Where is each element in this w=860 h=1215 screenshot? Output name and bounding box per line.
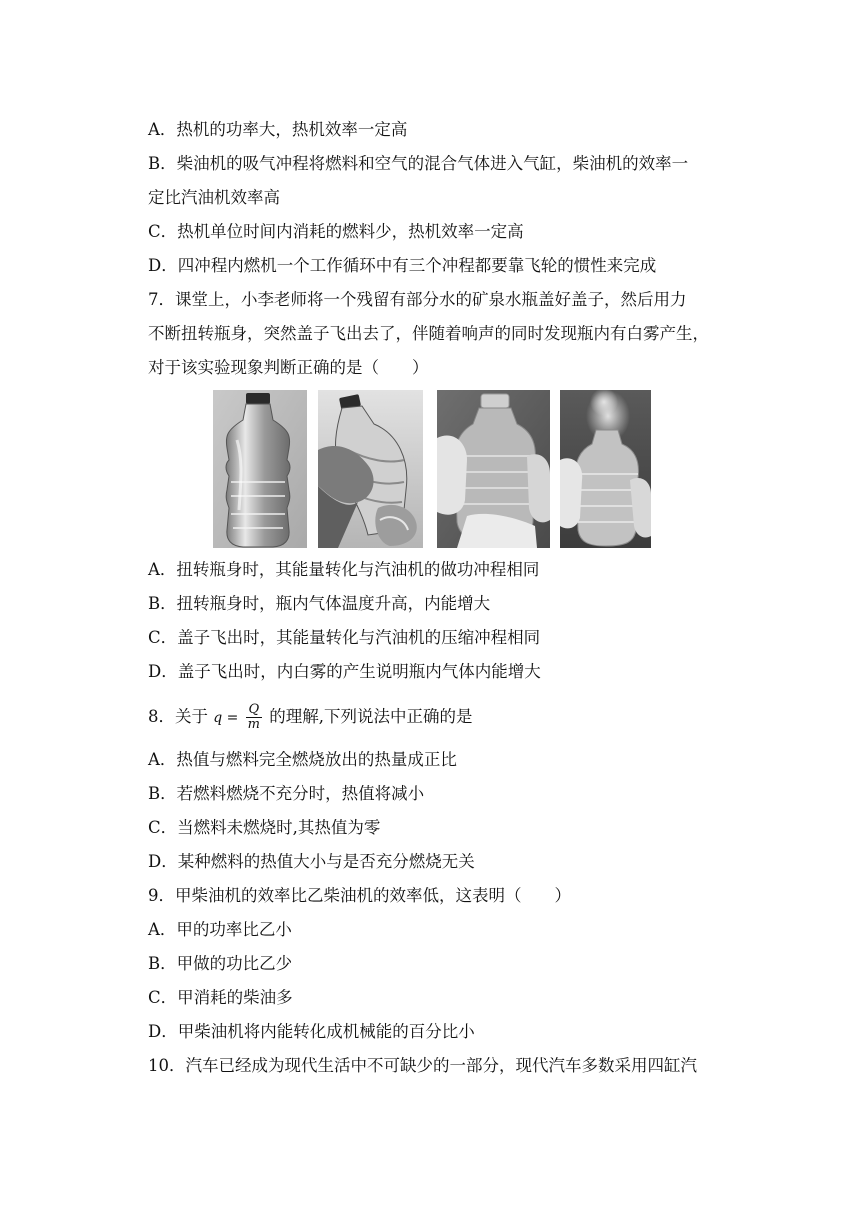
- q8-option-b: B．若燃料燃烧不充分时，热值将减小: [148, 784, 425, 803]
- q6-option-b-cont: 定比汽油机效率高: [148, 188, 280, 207]
- q7-option-a: A．扭转瓶身时，其能量转化与汽油机的做功冲程相同: [148, 560, 540, 579]
- q7-option-c: C．盖子飞出时，其能量转化与汽油机的压缩冲程相同: [148, 628, 541, 647]
- formula-numerator: Q: [246, 703, 262, 718]
- q7-stem-line-3: 对于该实验现象判断正确的是（ ）: [148, 358, 429, 377]
- bottle-photo-4: [560, 390, 651, 548]
- q8-option-c: C．当燃料未燃烧时,其热值为零: [148, 818, 381, 837]
- formula-denominator: m: [247, 717, 260, 732]
- q8-option-d: D．某种燃料的热值大小与是否充分燃烧无关: [148, 852, 475, 871]
- q7-stem-line-1: 7．课堂上，小李老师将一个残留有部分水的矿泉水瓶盖好盖子，然后用力: [148, 290, 687, 309]
- q6-option-c: C．热机单位时间内消耗的燃料少，热机效率一定高: [148, 222, 524, 241]
- q8-option-a: A．热值与燃料完全燃烧放出的热量成正比: [148, 750, 457, 769]
- q6-option-d: D．四冲程内燃机一个工作循环中有三个冲程都要靠飞轮的惯性来完成: [148, 256, 657, 275]
- q9-stem: 9．甲柴油机的效率比乙柴油机的效率低，这表明（ ）: [148, 886, 571, 905]
- bottle-photo-3: [437, 390, 550, 548]
- formula-lhs: q =: [213, 710, 239, 726]
- q7-stem-line-2: 不断扭转瓶身，突然盖子飞出去了，伴随着响声的同时发现瓶内有白雾产生，: [148, 324, 709, 343]
- q7-option-b: B．扭转瓶身时，瓶内气体温度升高，内能增大: [148, 594, 491, 613]
- q7-option-d: D．盖子飞出时，内白雾的产生说明瓶内气体内能增大: [148, 662, 541, 681]
- bottle-photo-2: [318, 390, 423, 548]
- q9-option-d: D．甲柴油机将内能转化成机械能的百分比小: [148, 1022, 475, 1041]
- q6-option-a: A．热机的功率大，热机效率一定高: [148, 120, 408, 139]
- q9-option-b: B．甲做的功比乙少: [148, 954, 293, 973]
- formula-fraction: [246, 703, 262, 732]
- q8-suffix: 的理解,下列说法中正确的是: [269, 707, 473, 726]
- bottle-photo-1: [213, 390, 307, 548]
- q8-prefix: 8．关于: [148, 707, 208, 726]
- heat-value-formula: [213, 703, 264, 732]
- q6-option-b: B．柴油机的吸气冲程将燃料和空气的混合气体进入气缸，柴油机的效率一: [148, 154, 689, 173]
- q7-experiment-photos: [213, 390, 651, 548]
- q9-option-c: C．甲消耗的柴油多: [148, 988, 293, 1007]
- q10-stem: 10．汽车已经成为现代生活中不可缺少的一部分，现代汽车多数采用四缸汽: [148, 1056, 697, 1075]
- q8-stem: [148, 703, 472, 732]
- q9-option-a: A．甲的功率比乙小: [148, 920, 292, 939]
